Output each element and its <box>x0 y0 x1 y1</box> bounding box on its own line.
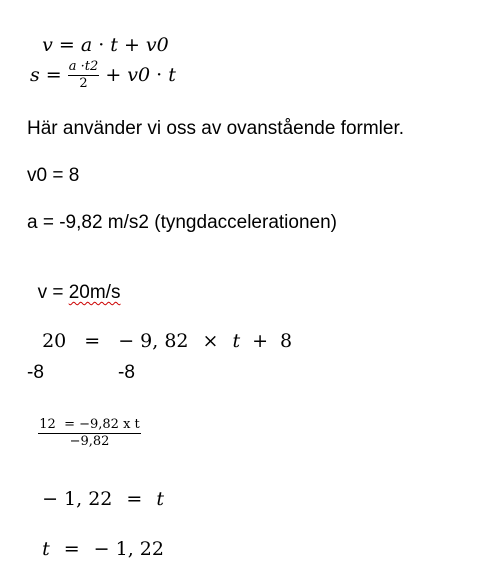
velocity-prefix: v = <box>37 282 69 303</box>
rhs-coefficient: − 9, 82 <box>118 330 189 352</box>
equals-sign: = <box>126 488 143 510</box>
var-v0: v0 <box>127 64 151 87</box>
fraction-numerator: a ·t2 <box>68 59 99 74</box>
rhs-value: − 1, 22 <box>93 538 164 560</box>
fraction-denominator: −9,82 <box>69 433 110 449</box>
v0-value-line: v0 = 8 <box>27 165 80 186</box>
velocity-line <box>27 260 120 304</box>
var-t: t <box>156 488 164 510</box>
lhs-20: 20 <box>42 330 67 352</box>
dot-operator: · <box>150 64 169 87</box>
var-a: a <box>80 34 93 56</box>
equals-sign: = <box>39 64 68 87</box>
fraction-divide <box>38 418 141 448</box>
dot-operator: · <box>92 34 111 56</box>
fraction-numerator: 12 = −9,82 x t <box>39 417 140 432</box>
equation-final <box>30 516 164 560</box>
equation-result <box>30 466 164 510</box>
var-t: t <box>168 64 176 87</box>
lhs-value: − 1, 22 <box>42 488 113 510</box>
var-s: s <box>30 64 40 87</box>
var-v: v <box>42 34 53 56</box>
acceleration-line: a = -9,82 m/s2 (tyngdaccelerationen) <box>27 212 337 233</box>
equation-velocity <box>30 12 169 56</box>
velocity-value-spellcheck: 20m/s <box>68 282 121 303</box>
plus-sign: + <box>117 34 146 56</box>
times-sign: × <box>202 330 219 352</box>
intro-sentence: Här använder vi oss av ovanstående formler. <box>27 118 405 139</box>
var-t: t <box>42 538 50 560</box>
equals-sign: = <box>63 538 80 560</box>
fraction-at2-over-2 <box>68 60 100 90</box>
equals-sign: = <box>52 34 81 56</box>
subtract-8-left: -8 <box>27 362 44 383</box>
var-t: t <box>110 34 118 56</box>
var-v0: v0 <box>145 34 169 56</box>
subtract-8-right: -8 <box>118 362 135 383</box>
rhs-constant: 8 <box>280 330 293 352</box>
plus-sign: + <box>99 64 128 87</box>
var-t: t <box>232 330 241 352</box>
plus-sign: + <box>252 330 268 352</box>
equals-sign: = <box>84 330 101 352</box>
equation-substituted <box>30 308 292 352</box>
equation-divide <box>30 403 141 448</box>
equation-distance <box>30 60 176 90</box>
fraction-denominator: 2 <box>79 75 88 91</box>
